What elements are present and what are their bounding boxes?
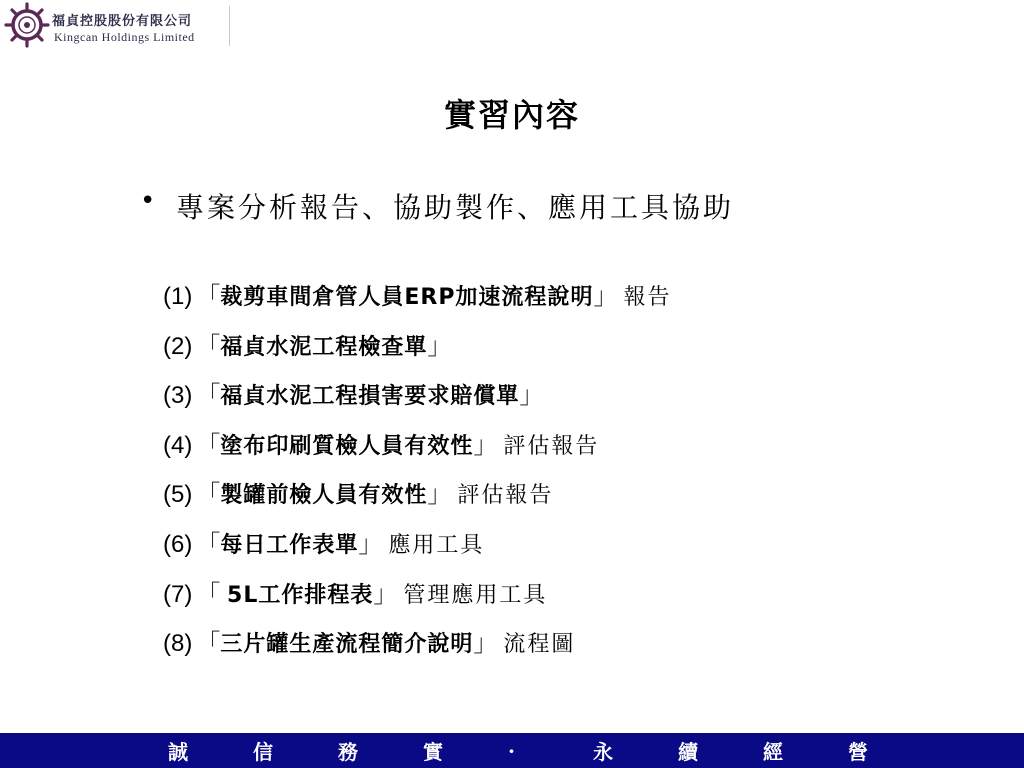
item-name: 5L工作排程表: [227, 582, 374, 608]
bullet-symbol: •: [140, 186, 156, 216]
footer-motto-char: ·: [508, 738, 515, 763]
project-list: [163, 277, 671, 674]
close-quote: 」: [519, 382, 544, 410]
item-name: 製罐前檢人員有效性: [220, 483, 428, 509]
item-suffix: 報告: [623, 285, 672, 310]
footer-banner: [0, 733, 1024, 768]
list-item: [163, 575, 671, 625]
footer-motto-char: 誠: [168, 740, 188, 764]
item-number: (6): [163, 530, 193, 558]
list-item: [163, 426, 671, 476]
item-number: (5): [163, 481, 193, 509]
footer-motto-char: 務: [338, 740, 358, 764]
close-quote: 」: [373, 580, 398, 608]
company-header: [0, 0, 240, 50]
item-number: (4): [163, 431, 193, 459]
list-item: [163, 475, 671, 525]
close-quote: 」: [358, 530, 383, 558]
close-quote: 」: [427, 332, 452, 360]
item-suffix: 評估報告: [457, 483, 554, 509]
item-name: 福貞水泥工程檢查單: [220, 334, 428, 360]
footer-motto-char: 經: [763, 740, 783, 764]
footer-motto-char: 實: [423, 740, 443, 764]
open-quote: 「: [196, 530, 221, 558]
footer-motto-char: 永: [593, 740, 613, 764]
company-name-chinese: 福貞控股股份有限公司: [52, 14, 193, 29]
open-quote: 「: [196, 481, 221, 509]
item-name: 裁剪車間倉管人員ERP加速流程說明: [220, 285, 594, 310]
item-suffix: 管理應用工具: [403, 582, 548, 608]
open-quote: 「: [196, 332, 221, 360]
open-quote: 「: [196, 580, 228, 608]
footer-motto-char: 續: [678, 740, 698, 764]
close-quote: 」: [473, 431, 498, 459]
list-item: [163, 376, 671, 426]
close-quote: 」: [473, 630, 498, 658]
open-quote: 「: [196, 431, 221, 459]
item-number: (8): [163, 630, 193, 658]
item-number: (1): [163, 283, 193, 310]
header-divider: [229, 6, 230, 46]
list-item: [163, 277, 671, 327]
footer-motto: [168, 733, 933, 768]
footer-motto-char: 營: [848, 740, 868, 764]
close-quote: 」: [593, 283, 618, 310]
item-number: (7): [163, 580, 193, 608]
company-name-english: Kingcan Holdings Limited: [54, 30, 195, 44]
list-item: [163, 525, 671, 575]
bullet-text: 專案分析報告、協助製作、應用工具協助: [176, 191, 735, 224]
ship-wheel-icon: [4, 2, 50, 48]
item-name: 三片罐生產流程簡介說明: [220, 632, 474, 658]
item-suffix: 評估報告: [503, 433, 600, 459]
item-number: (2): [163, 332, 193, 360]
close-quote: 」: [427, 481, 452, 509]
list-item: [163, 624, 671, 674]
slide-title: 實習內容: [443, 96, 580, 134]
item-name: 塗布印刷質檢人員有效性: [220, 433, 474, 459]
item-name: 每日工作表單: [220, 532, 359, 558]
item-name: 福貞水泥工程損害要求賠償單: [220, 384, 520, 410]
open-quote: 「: [196, 630, 221, 658]
bullet-point: [140, 186, 734, 226]
open-quote: 「: [196, 283, 221, 310]
item-suffix: 應用工具: [388, 532, 485, 558]
open-quote: 「: [196, 382, 221, 410]
item-suffix: 流程圖: [503, 632, 576, 658]
item-number: (3): [163, 382, 193, 410]
footer-motto-char: 信: [253, 740, 273, 764]
list-item: [163, 327, 671, 377]
